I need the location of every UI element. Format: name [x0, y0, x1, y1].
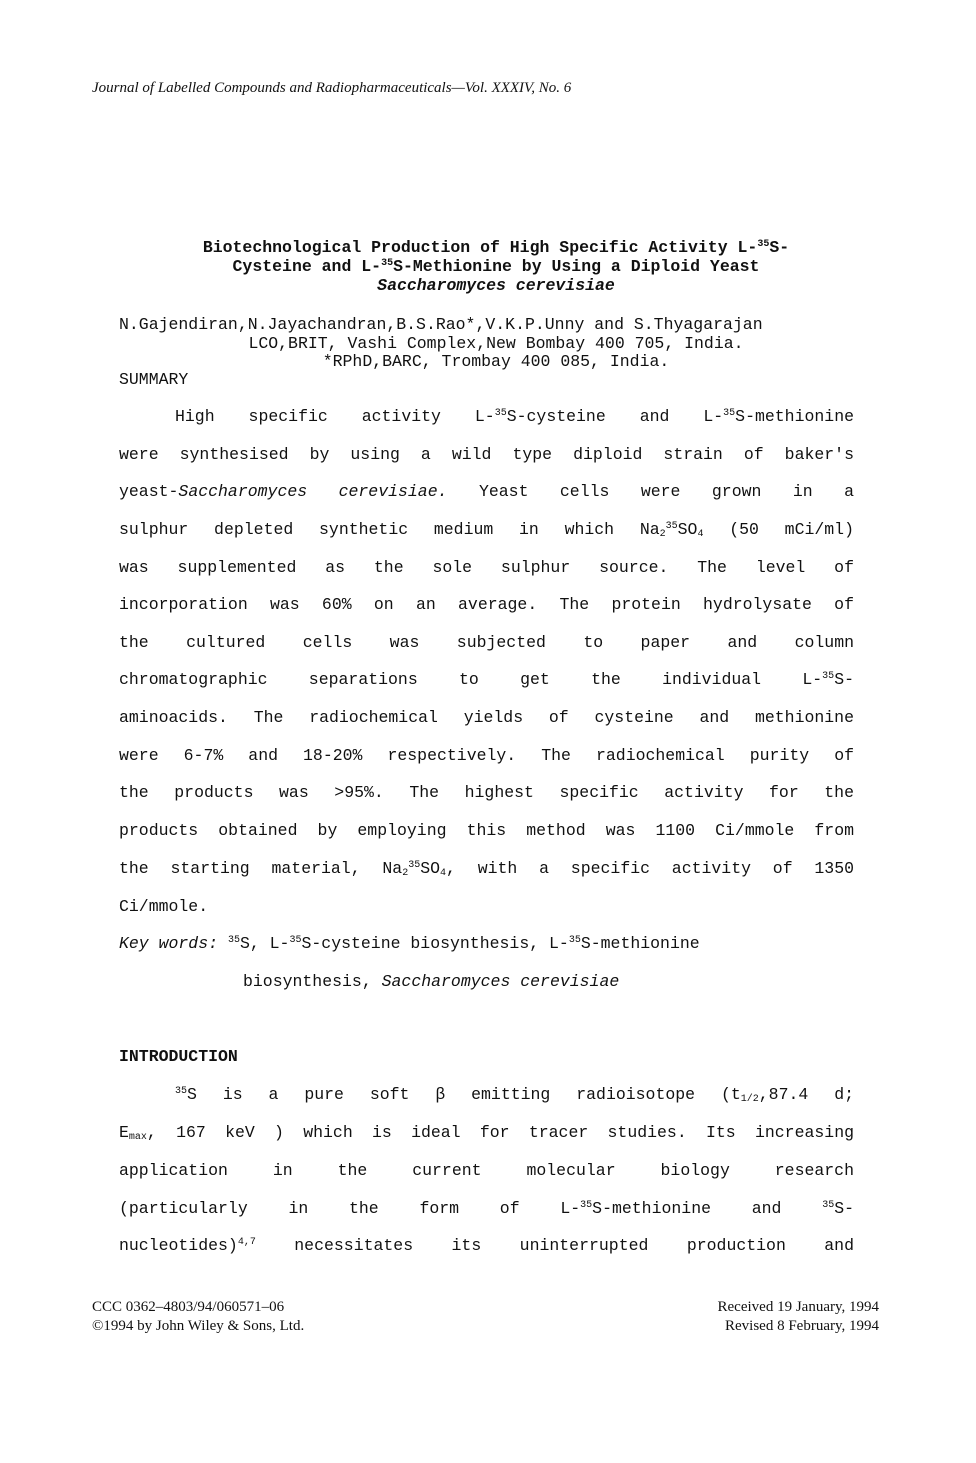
paper-title: [100, 238, 892, 295]
intro-line: application in the current molecular biology research: [119, 1161, 854, 1180]
ccc-code: CCC 0362–4803/94/060571–06: [92, 1299, 285, 1315]
summary-line: the products was >95%. The highest specific activity for the: [119, 783, 854, 802]
summary-line: were synthesised by using a wild type diploid strain of baker's: [119, 445, 854, 464]
intro-line: (particularly in the form of L-$^{35}$S-methionine and $^{35}$S-: [119, 1199, 855, 1218]
summary-line: chromatographic separations to get the individual L-$^{35}$S-: [119, 670, 854, 689]
summary-heading: SUMMARY: [119, 370, 189, 389]
copyright: ©1994 by John Wiley & Sons, Ltd.: [92, 1318, 305, 1334]
summary-line: sulphur depleted synthetic medium in which $Na_2^{35}SO_4$ (50 mCi/ml): [119, 520, 854, 540]
revised-date: Revised 8 February, 1994: [725, 1318, 879, 1334]
summary-line: yeast-Saccharomyces cerevisiae. Yeast cells were grown in a: [119, 482, 855, 501]
journal-header: Journal of Labelled Compounds and Radiopharmaceuticals—Vol. XXXIV, No. 6: [92, 80, 572, 96]
summary-line: were 6-7% and 18-20% respectively. The radiochemical purity of: [119, 746, 854, 765]
footer-left: [92, 1298, 304, 1336]
title-line-3: Saccharomyces cerevisiae: [377, 276, 615, 295]
received-date: Received 19 January, 1994: [717, 1299, 879, 1315]
keywords-line: Key words: $^{35}$S, L-$^{35}$S-cysteine biosynthesis, L-$^{35}$S-methionine: [119, 934, 700, 953]
intro-line: $E_{max}$, 167 keV ) which is ideal for tracer studies. Its increasing: [119, 1123, 854, 1143]
affiliation-1: LCO,BRIT, Vashi Complex,New Bombay 400 705, India.: [248, 334, 744, 353]
affiliation-2: *RPhD,BARC, Trombay 400 085, India.: [322, 352, 670, 371]
authors: N.Gajendiran,N.Jayachandran,B.S.Rao*,V.K.P.Unny and S.Thyagarajan: [119, 315, 763, 334]
summary-line: the starting material, $Na_2^{35}SO_4$, with a specific activity of 1350: [119, 859, 854, 879]
summary-line: the cultured cells was subjected to paper and column: [119, 633, 854, 652]
title-line-2: Cysteine and L-$^{35}$S-Methionine by Using a Diploid Yeast: [232, 257, 760, 276]
summary-line: aminoacids. The radiochemical yields of cysteine and methionine: [119, 708, 854, 727]
keywords-label: Key words:: [119, 934, 219, 953]
footer-right: [718, 1298, 879, 1336]
keywords-line: biosynthesis, Saccharomyces cerevisiae: [243, 972, 620, 991]
intro-line: $^{35}$S is a pure soft β emitting radioisotope ($t_{1/2},87.4$ d;: [175, 1085, 854, 1105]
intro-line: nucleotides)$^{4,7}$ necessitates its uninterrupted production and: [119, 1236, 854, 1255]
introduction-heading: INTRODUCTION: [119, 1047, 238, 1066]
summary-line: High specific activity L-$^{35}$S-cysteine and L-$^{35}$S-methionine: [175, 407, 854, 426]
summary-line: products obtained by employing this method was 1100 Ci/mmole from: [119, 821, 854, 840]
summary-line: was supplemented as the sole sulphur source. The level of: [119, 558, 854, 577]
title-line-1: Biotechnological Production of High Specific Activity L-$^{35}$S-: [202, 238, 790, 257]
summary-line: incorporation was 60% on an average. The protein hydrolysate of: [119, 595, 854, 614]
summary-line: Ci/mmole.: [119, 897, 209, 916]
